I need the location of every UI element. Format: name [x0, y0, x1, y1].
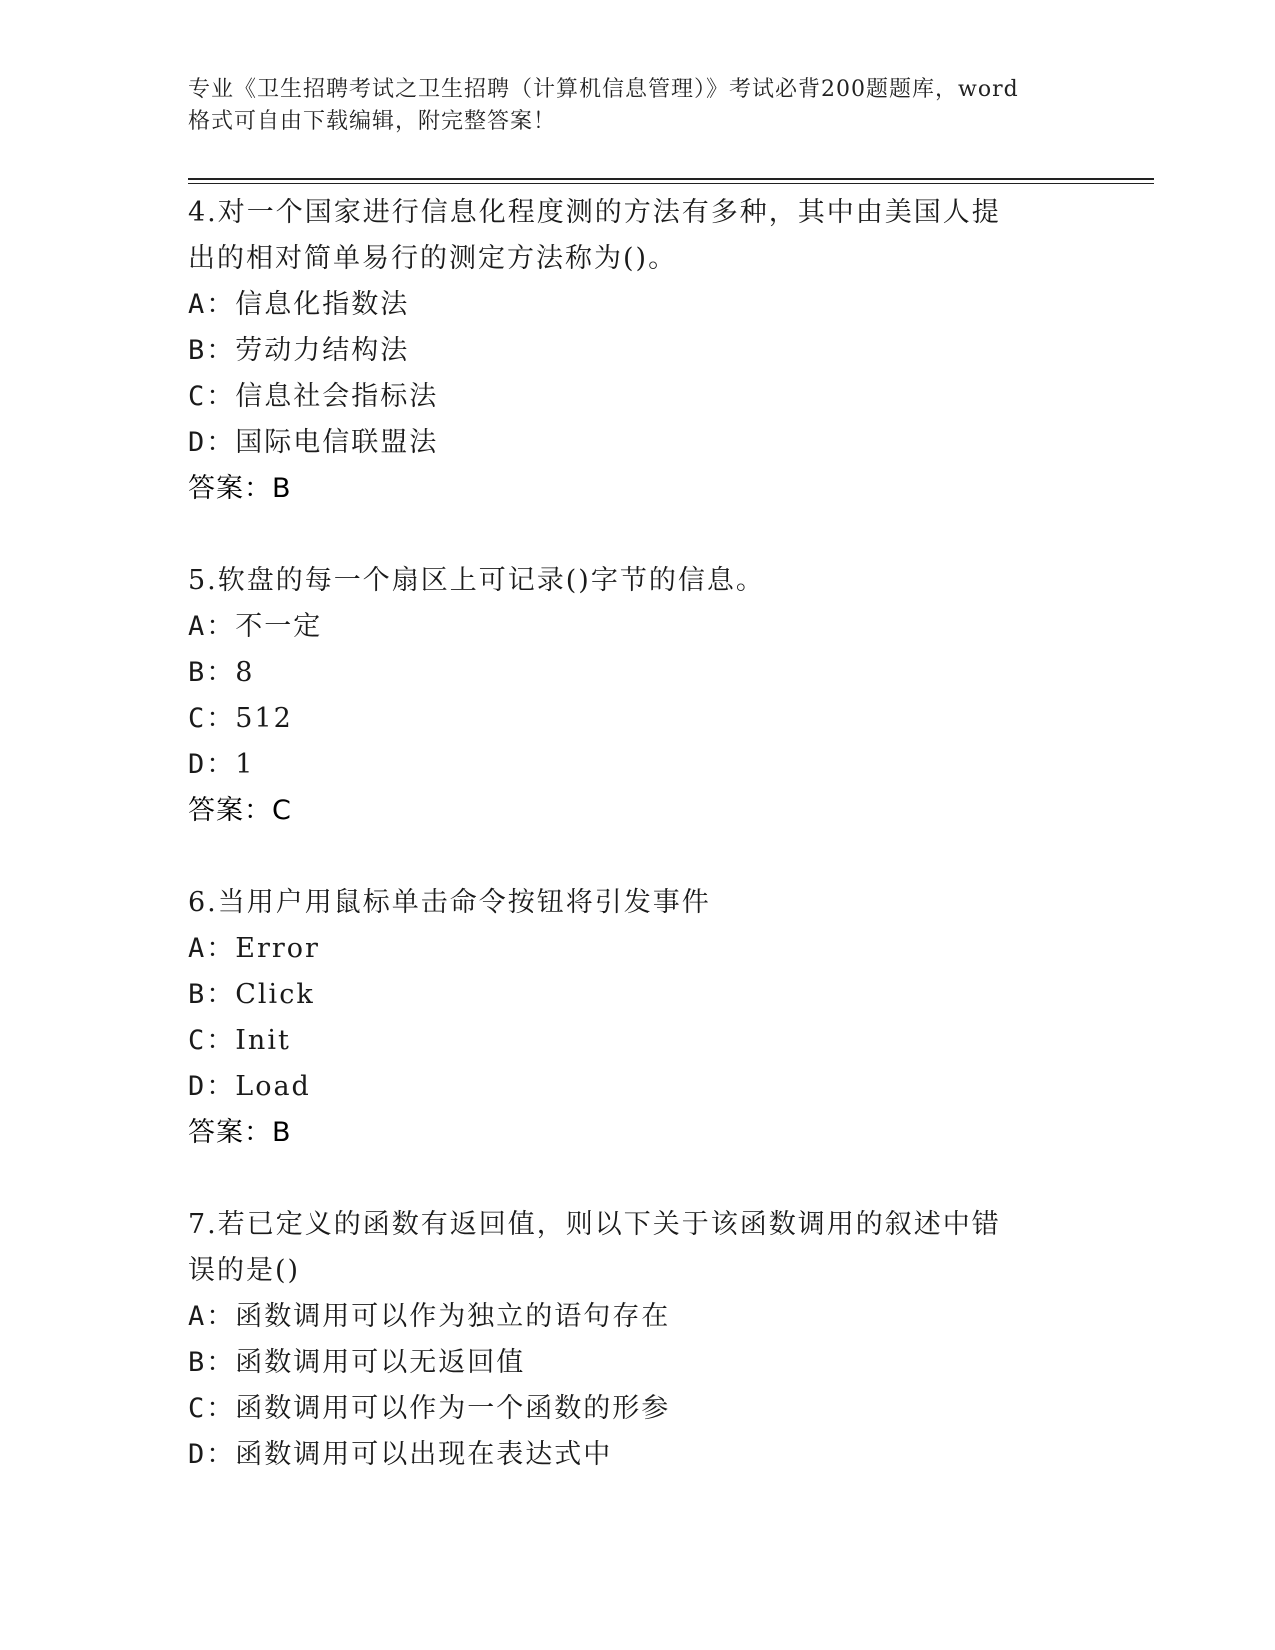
question-item: [188, 190, 1088, 512]
option-b: B：8: [188, 657, 255, 688]
option-b: B：劳动力结构法: [188, 335, 410, 366]
option-a: A：不一定: [188, 611, 323, 642]
option-a: A：函数调用可以作为独立的语句存在: [188, 1301, 671, 1332]
option-c: C：Init: [188, 1025, 291, 1056]
question-stem: 4.对一个国家进行信息化程度测的方法有多种，其中由美国人提出的相对简单易行的测定方法称为()。: [188, 197, 1001, 274]
question-stem: 6.当用户用鼠标单击命令按钮将引发事件: [188, 887, 711, 918]
answer-label: 答案：B: [188, 1117, 292, 1148]
question-item: [188, 1202, 1088, 1478]
option-c: C：信息社会指标法: [188, 381, 439, 412]
question-item: [188, 558, 1088, 834]
page-header: [188, 74, 1088, 138]
option-a: A：Error: [188, 933, 320, 964]
option-a: A：信息化指数法: [188, 289, 410, 320]
option-b: B：Click: [188, 979, 315, 1010]
header-line-1: 专业《卫生招聘考试之卫生招聘（计算机信息管理）》考试必背200题题库，word: [188, 77, 1019, 102]
header-divider-thin: [188, 183, 1154, 184]
option-c: C：函数调用可以作为一个函数的形参: [188, 1393, 671, 1424]
question-stem: 7.若已定义的函数有返回值，则以下关于该函数调用的叙述中错误的是(): [188, 1209, 1001, 1286]
option-c: C：512: [188, 703, 293, 734]
option-d: D：函数调用可以出现在表达式中: [188, 1439, 613, 1470]
header-line-2: 格式可自由下载编辑，附完整答案！: [188, 109, 557, 134]
option-d: D：Load: [188, 1071, 311, 1102]
option-b: B：函数调用可以无返回值: [188, 1347, 526, 1378]
answer-label: 答案：C: [188, 795, 292, 826]
question-item: [188, 880, 1088, 1156]
question-list: [188, 190, 1088, 1524]
question-stem: 5.软盘的每一个扇区上可记录()字节的信息。: [188, 565, 765, 596]
answer-label: 答案：B: [188, 473, 292, 504]
option-d: D：1: [188, 749, 255, 780]
option-d: D：国际电信联盟法: [188, 427, 439, 458]
header-divider-thick: [188, 178, 1154, 180]
